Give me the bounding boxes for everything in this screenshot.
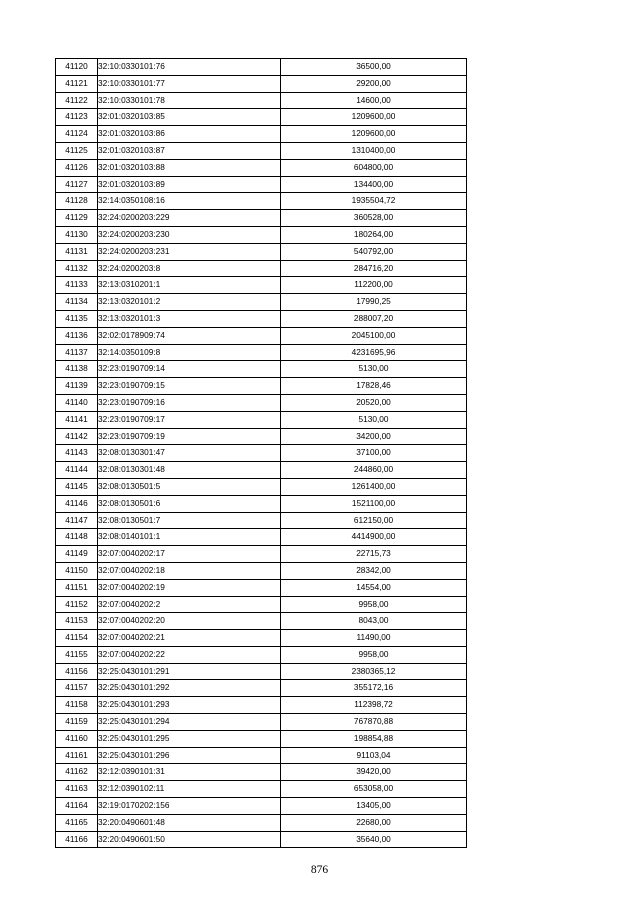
table-row	[56, 159, 467, 176]
cadastral-value: 540792,00	[281, 243, 467, 260]
table-row	[56, 814, 467, 831]
cadastral-value: 28342,00	[281, 562, 467, 579]
row-number: 41141	[56, 411, 98, 428]
row-number: 41148	[56, 529, 98, 546]
table-row	[56, 193, 467, 210]
cadastral-value: 284716,20	[281, 260, 467, 277]
row-number: 41160	[56, 730, 98, 747]
cadastral-number: 32:08:0130501:7	[98, 512, 281, 529]
cadastral-number: 32:08:0130501:5	[98, 478, 281, 495]
row-number: 41130	[56, 226, 98, 243]
cadastral-value: 9958,00	[281, 646, 467, 663]
table-row	[56, 613, 467, 630]
cadastral-number: 32:24:0200203:230	[98, 226, 281, 243]
cadastral-number: 32:23:0190709:19	[98, 428, 281, 445]
cadastral-number: 32:08:0130301:47	[98, 445, 281, 462]
table-row	[56, 831, 467, 848]
cadastral-value: 198854,88	[281, 730, 467, 747]
table-row	[56, 478, 467, 495]
row-number: 41132	[56, 260, 98, 277]
cadastral-value: 29200,00	[281, 75, 467, 92]
table-row	[56, 596, 467, 613]
table-row	[56, 378, 467, 395]
cadastral-value: 5130,00	[281, 411, 467, 428]
cadastral-value: 653058,00	[281, 781, 467, 798]
cadastral-number: 32:20:0490601:48	[98, 814, 281, 831]
table-row	[56, 630, 467, 647]
cadastral-value: 1209600,00	[281, 126, 467, 143]
cadastral-value: 17828,46	[281, 378, 467, 395]
cadastral-number: 32:13:0320101:2	[98, 294, 281, 311]
cadastral-number: 32:12:0390101:31	[98, 764, 281, 781]
cadastral-number: 32:07:0040202:20	[98, 613, 281, 630]
row-number: 41135	[56, 310, 98, 327]
cadastral-value: 20520,00	[281, 394, 467, 411]
cadastral-value: 134400,00	[281, 176, 467, 193]
cadastral-number: 32:24:0200203:8	[98, 260, 281, 277]
table-row	[56, 562, 467, 579]
row-number: 41129	[56, 210, 98, 227]
cadastral-value: 4414900,00	[281, 529, 467, 546]
cadastral-number: 32:07:0040202:19	[98, 579, 281, 596]
row-number: 41123	[56, 109, 98, 126]
row-number: 41140	[56, 394, 98, 411]
row-number: 41134	[56, 294, 98, 311]
row-number: 41166	[56, 831, 98, 848]
cadastral-value: 34200,00	[281, 428, 467, 445]
cadastral-number: 32:25:0430101:295	[98, 730, 281, 747]
table-row	[56, 260, 467, 277]
cadastral-number: 32:24:0200203:229	[98, 210, 281, 227]
cadastral-number: 32:23:0190709:15	[98, 378, 281, 395]
table-body	[56, 59, 467, 848]
row-number: 41120	[56, 59, 98, 76]
table-row	[56, 646, 467, 663]
table-row	[56, 529, 467, 546]
cadastral-number: 32:01:0320103:88	[98, 159, 281, 176]
cadastral-number: 32:10:0330101:76	[98, 59, 281, 76]
row-number: 41157	[56, 680, 98, 697]
cadastral-value: 360528,00	[281, 210, 467, 227]
cadastral-number: 32:08:0130301:48	[98, 462, 281, 479]
cadastral-value: 180264,00	[281, 226, 467, 243]
cadastral-value: 37100,00	[281, 445, 467, 462]
table-row	[56, 226, 467, 243]
row-number: 41127	[56, 176, 98, 193]
cadastral-number: 32:10:0330101:78	[98, 92, 281, 109]
cadastral-value: 22715,73	[281, 546, 467, 563]
cadastral-number: 32:01:0320103:89	[98, 176, 281, 193]
row-number: 41147	[56, 512, 98, 529]
table-row	[56, 445, 467, 462]
cadastral-value: 2045100,00	[281, 327, 467, 344]
row-number: 41145	[56, 478, 98, 495]
row-number: 41124	[56, 126, 98, 143]
table-row	[56, 59, 467, 76]
cadastral-value: 112398,72	[281, 697, 467, 714]
cadastral-value: 4231695,96	[281, 344, 467, 361]
table-row	[56, 512, 467, 529]
row-number: 41154	[56, 630, 98, 647]
cadastral-number: 32:07:0040202:2	[98, 596, 281, 613]
cadastral-value: 36500,00	[281, 59, 467, 76]
table-row	[56, 579, 467, 596]
cadastral-number: 32:13:0320101:3	[98, 310, 281, 327]
row-number: 41122	[56, 92, 98, 109]
row-number: 41131	[56, 243, 98, 260]
cadastral-value: 91103,04	[281, 747, 467, 764]
table-row	[56, 210, 467, 227]
cadastral-value: 14600,00	[281, 92, 467, 109]
cadastral-number: 32:08:0130501:6	[98, 495, 281, 512]
table-row	[56, 327, 467, 344]
cadastral-number: 32:25:0430101:296	[98, 747, 281, 764]
cadastral-number: 32:20:0490601:50	[98, 831, 281, 848]
cadastral-value: 244860,00	[281, 462, 467, 479]
table-row	[56, 663, 467, 680]
row-number: 41165	[56, 814, 98, 831]
row-number: 41128	[56, 193, 98, 210]
cadastral-number: 32:24:0200203:231	[98, 243, 281, 260]
row-number: 41155	[56, 646, 98, 663]
cadastral-value: 767870,88	[281, 714, 467, 731]
table-row	[56, 243, 467, 260]
row-number: 41152	[56, 596, 98, 613]
row-number: 41146	[56, 495, 98, 512]
cadastral-value: 1521100,00	[281, 495, 467, 512]
cadastral-value: 13405,00	[281, 798, 467, 815]
table-row	[56, 428, 467, 445]
cadastral-number: 32:10:0330101:77	[98, 75, 281, 92]
cadastral-value: 2380365,12	[281, 663, 467, 680]
cadastral-value: 1935504,72	[281, 193, 467, 210]
table-row	[56, 294, 467, 311]
table-row	[56, 730, 467, 747]
row-number: 41139	[56, 378, 98, 395]
row-number: 41162	[56, 764, 98, 781]
table-row	[56, 546, 467, 563]
cadastral-number: 32:23:0190709:16	[98, 394, 281, 411]
cadastral-number: 32:01:0320103:87	[98, 142, 281, 159]
cadastral-value: 1310400,00	[281, 142, 467, 159]
row-number: 41150	[56, 562, 98, 579]
row-number: 41153	[56, 613, 98, 630]
cadastral-value: 612150,00	[281, 512, 467, 529]
cadastral-value: 288007,20	[281, 310, 467, 327]
table-row	[56, 361, 467, 378]
cadastral-number: 32:07:0040202:22	[98, 646, 281, 663]
cadastral-number: 32:23:0190709:17	[98, 411, 281, 428]
table-row	[56, 495, 467, 512]
cadastral-number: 32:12:0390102:11	[98, 781, 281, 798]
cadastral-value: 604800,00	[281, 159, 467, 176]
table-row	[56, 176, 467, 193]
cadastral-number: 32:14:0350109:8	[98, 344, 281, 361]
table-row	[56, 142, 467, 159]
cadastral-value: 1209600,00	[281, 109, 467, 126]
cadastral-number: 32:19:0170202:156	[98, 798, 281, 815]
cadastral-number: 32:14:0350108:16	[98, 193, 281, 210]
cadastral-number: 32:01:0320103:85	[98, 109, 281, 126]
table-row	[56, 126, 467, 143]
table-row	[56, 344, 467, 361]
cadastral-value: 22680,00	[281, 814, 467, 831]
cadastral-number: 32:25:0430101:293	[98, 697, 281, 714]
table-row	[56, 714, 467, 731]
table-row	[56, 411, 467, 428]
row-number: 41151	[56, 579, 98, 596]
cadastral-number: 32:08:0140101:1	[98, 529, 281, 546]
cadastral-value: 17990,25	[281, 294, 467, 311]
table-row	[56, 462, 467, 479]
row-number: 41143	[56, 445, 98, 462]
cadastral-number: 32:23:0190709:14	[98, 361, 281, 378]
cadastral-value: 5130,00	[281, 361, 467, 378]
row-number: 41149	[56, 546, 98, 563]
cadastral-value: 11490,00	[281, 630, 467, 647]
row-number: 41161	[56, 747, 98, 764]
row-number: 41158	[56, 697, 98, 714]
table-row	[56, 764, 467, 781]
row-number: 41126	[56, 159, 98, 176]
table-row	[56, 277, 467, 294]
table-row	[56, 680, 467, 697]
row-number: 41144	[56, 462, 98, 479]
cadastral-value: 355172,16	[281, 680, 467, 697]
table-row	[56, 92, 467, 109]
cadastral-value: 35640,00	[281, 831, 467, 848]
table-row	[56, 310, 467, 327]
table-row	[56, 798, 467, 815]
cadastral-value: 9958,00	[281, 596, 467, 613]
cadastral-value: 14554,00	[281, 579, 467, 596]
cadastral-number: 32:07:0040202:21	[98, 630, 281, 647]
cadastral-number: 32:02:0178909:74	[98, 327, 281, 344]
cadastral-number: 32:01:0320103:86	[98, 126, 281, 143]
cadastral-value-table	[55, 58, 467, 848]
table-row	[56, 75, 467, 92]
cadastral-number: 32:25:0430101:294	[98, 714, 281, 731]
row-number: 41121	[56, 75, 98, 92]
row-number: 41136	[56, 327, 98, 344]
table-row	[56, 697, 467, 714]
page-number: 876	[310, 864, 329, 876]
row-number: 41125	[56, 142, 98, 159]
table-row	[56, 747, 467, 764]
table-row	[56, 394, 467, 411]
row-number: 41159	[56, 714, 98, 731]
cadastral-number: 32:25:0430101:292	[98, 680, 281, 697]
row-number: 41138	[56, 361, 98, 378]
row-number: 41156	[56, 663, 98, 680]
cadastral-number: 32:13:0310201:1	[98, 277, 281, 294]
row-number: 41137	[56, 344, 98, 361]
row-number: 41164	[56, 798, 98, 815]
table-row	[56, 781, 467, 798]
row-number: 41163	[56, 781, 98, 798]
cadastral-value: 112200,00	[281, 277, 467, 294]
table-row	[56, 109, 467, 126]
row-number: 41133	[56, 277, 98, 294]
cadastral-value: 39420,00	[281, 764, 467, 781]
cadastral-number: 32:25:0430101:291	[98, 663, 281, 680]
cadastral-number: 32:07:0040202:17	[98, 546, 281, 563]
cadastral-number: 32:07:0040202:18	[98, 562, 281, 579]
row-number: 41142	[56, 428, 98, 445]
cadastral-value: 8043,00	[281, 613, 467, 630]
cadastral-value: 1261400,00	[281, 478, 467, 495]
